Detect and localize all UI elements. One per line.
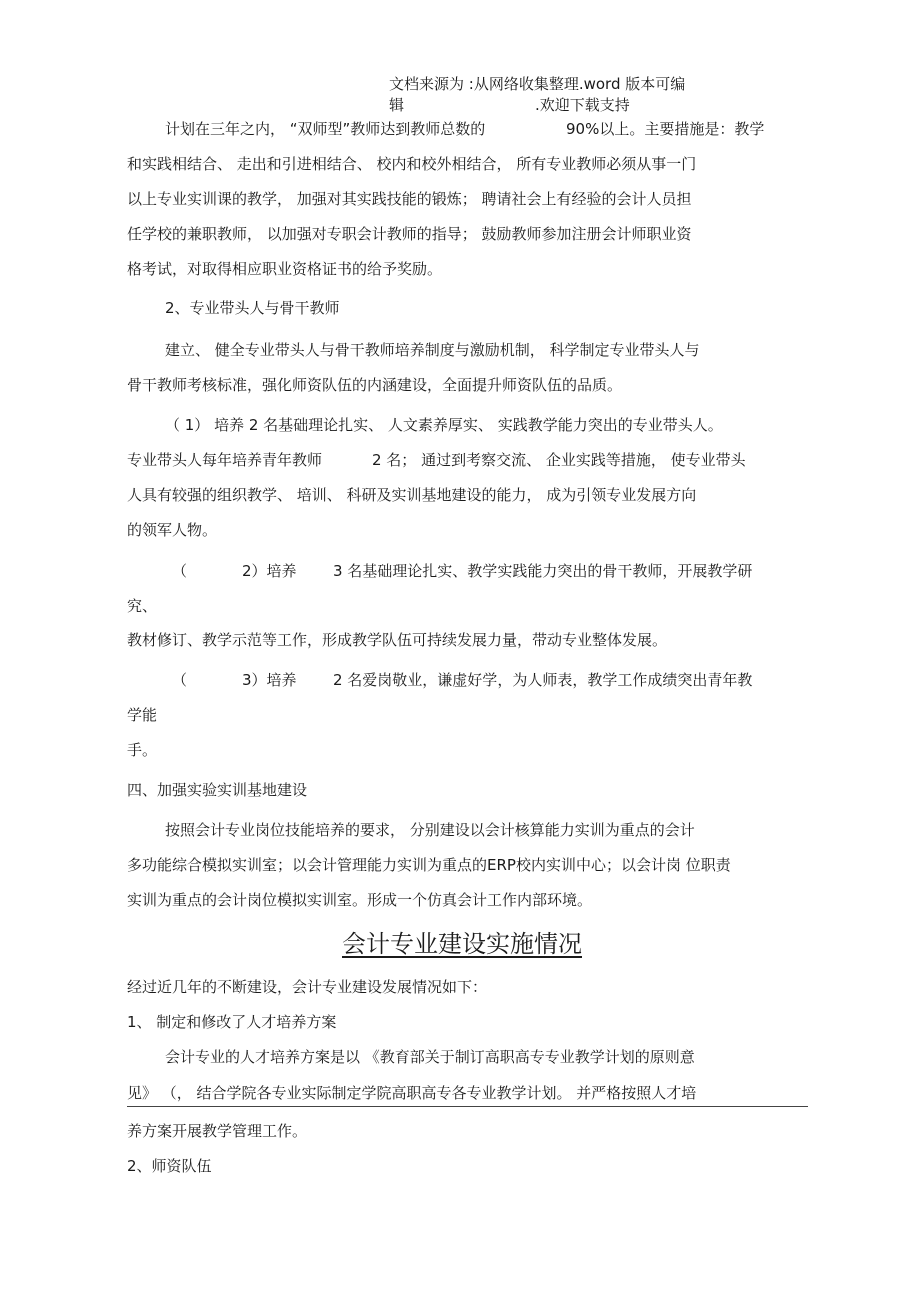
plan-line-1a: 计划在三年之内， “双师型”教师达到教师总数的 [165,120,486,138]
leaders-line-2: 骨干教师考核标准，强化师资队伍的内涵建设，全面提升师资队伍的品质。 [127,376,623,394]
plan-line-1b: 90%以上。主要措施是：教学 [566,120,765,138]
leaders-heading: 2、专业带头人与骨干教师 [165,299,340,317]
item2-rest: 3 名基础理论扎实、教学实践能力突出的骨干教师，开展教学研 [333,562,753,580]
item1-line-3: 人具有较强的组织教学、 培训、 科研及实训基地建设的能力， 成为引领专业发展方向 [127,486,697,504]
item1-line-4: 的领军人物。 [127,521,218,539]
base-heading: 四、加强实验实训基地建设 [127,781,308,799]
item1-line-2a: 专业带头人每年培养青年教师 [127,451,323,469]
item2-line-3: 教材修订、教学示范等工作，形成教学队伍可持续发展力量，带动专业整体发展。 [127,631,668,649]
item2-mid: 2）培养 [242,562,297,580]
base-line-1: 按照会计专业岗位技能培养的要求， 分别建设以会计核算能力实训为重点的会计 [165,821,695,839]
plan-line-3: 以上专业实训课的教学， 加强对其实践技能的锻炼； 聘请社会上有经验的会计人员担 [127,190,692,208]
header-source-note: 文档来源为 :从网络收集整理.word 版本可编 [389,75,686,93]
header-source-note-cont: 辑 [389,96,405,114]
status-line-2: 见》 （， 结合学院各专业实际制定学院高职高专各专业教学计划。 并严格按照人才培 [127,1084,697,1102]
item3-rest: 2 名爱岗敬业，谦虚好学，为人师表，教学工作成绩突出青年教 [333,671,753,689]
item3-line-3: 手。 [127,741,158,759]
item3-open: （ [172,671,188,689]
leaders-line-1: 建立、 健全专业带头人与骨干教师培养制度与激励机制， 科学制定专业带头人与 [165,341,700,359]
header-download-note: .欢迎下载支持 [535,96,630,114]
status-line-3: 养方案开展教学管理工作。 [127,1122,308,1140]
status-intro: 经过近几年的不断建设，会计专业建设发展情况如下： [127,978,488,996]
base-line-2: 多功能综合模拟实训室；以会计管理能力实训为重点的ERP校内实训中心；以会计岗 位职责 [127,856,731,874]
base-line-3: 实训为重点的会计岗位模拟实训室。形成一个仿真会计工作内部环境。 [127,891,593,909]
item3-line-2: 学能 [127,706,158,724]
plan-line-2: 和实践相结合、 走出和引进相结合、 校内和校外相结合， 所有专业教师必须从事一门 [127,155,697,173]
status-heading-2: 2、师资队伍 [127,1157,212,1175]
status-title: 会计专业建设实施情况 [342,930,582,958]
status-line-1: 会计专业的人才培养方案是以 《教育部关于制订高职高专专业教学计划的原则意 [165,1048,695,1066]
item2-line-2: 究、 [127,597,158,615]
plan-line-5: 格考试，对取得相应职业资格证书的给予奖励。 [127,260,443,278]
item1-line-2b: 2 名； 通过到考察交流、 企业实践等措施， 使专业带头 [372,451,746,469]
page-divider [127,1106,808,1107]
plan-line-4: 任学校的兼职教师， 以加强对专职会计教师的指导； 鼓励教师参加注册会计师职业资 [127,225,692,243]
status-heading-1: 1、 制定和修改了人才培养方案 [127,1013,337,1031]
item2-open: （ [172,562,188,580]
item1-line-1: （ 1） 培养 2 名基础理论扎实、 人文素养厚实、 实践教学能力突出的专业带头人。 [165,416,723,434]
item3-mid: 3）培养 [242,671,297,689]
